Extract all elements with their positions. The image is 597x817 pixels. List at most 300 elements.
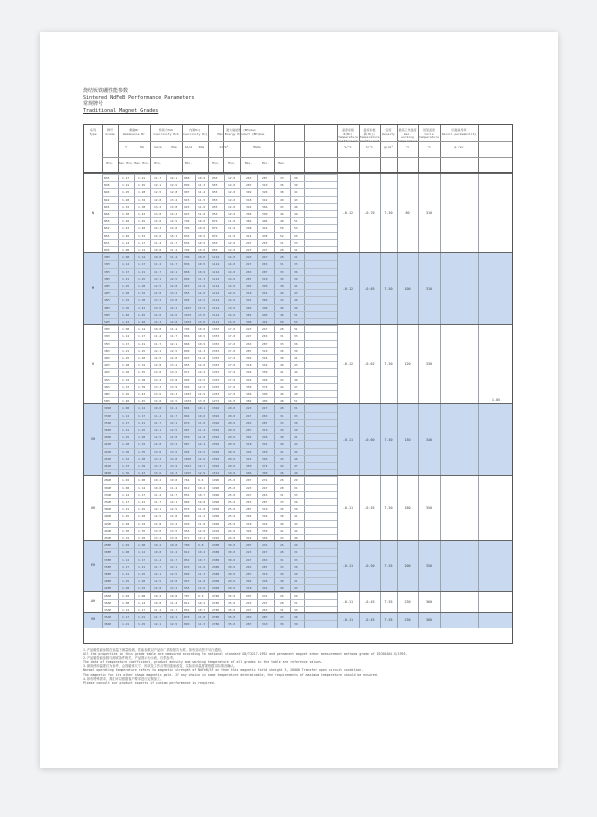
value-cell: 16.0 — [228, 399, 236, 404]
value-cell: 1353 — [212, 348, 220, 353]
group-band-uh — [84, 475, 512, 541]
footnote-line: The data of temperature coefficient, product density and working temperature of all grades in the table are reference values. — [83, 660, 323, 665]
table-header — [84, 125, 512, 173]
value-cell: 318 — [246, 291, 252, 296]
value-cell: 955 — [184, 291, 190, 296]
grade-cell: 30SH — [104, 406, 112, 411]
value-cell: 995 — [184, 298, 190, 303]
value-cell: 2786 — [212, 607, 220, 612]
value-cell: 971 — [184, 535, 190, 540]
value-cell: 12.4 — [198, 442, 206, 447]
value-cell: 923 — [184, 355, 190, 360]
value-cell: 995 — [184, 384, 190, 389]
value-cell: 1114 — [212, 276, 220, 281]
value-cell: 17.0 — [228, 363, 236, 368]
value-cell: 11.7 — [154, 176, 162, 180]
group-curie: 330 — [425, 362, 433, 367]
value-cell: 1114 — [212, 283, 220, 288]
value-cell: 1.17 — [122, 269, 130, 274]
title-chinese: 烧结钕铁硼性能参数 — [83, 88, 129, 94]
grade-cell: 38H — [104, 348, 110, 353]
value-cell: 1.48 — [138, 319, 146, 324]
value-cell: 1.25 — [138, 507, 146, 512]
value-cell: 302 — [246, 355, 252, 360]
value-cell: 1.21 — [122, 571, 130, 576]
value-cell: 12.5 — [154, 355, 162, 360]
value-cell: 366 — [246, 212, 252, 216]
value-cell: 10.8 — [154, 248, 162, 252]
value-cell: 10.8 — [170, 478, 178, 483]
value-cell: 1990 — [212, 499, 220, 504]
value-cell: 1.17 — [138, 607, 146, 612]
table-row — [102, 620, 337, 628]
header-minmax: Min. — [142, 161, 150, 165]
value-cell: 1.32 — [138, 521, 146, 526]
value-cell: 35.0 — [228, 593, 236, 598]
value-cell: 223 — [246, 406, 252, 411]
value-cell: 923 — [184, 283, 190, 288]
value-cell: 342 — [246, 456, 252, 461]
value-cell: 1.32 — [138, 363, 146, 368]
value-cell: 287 — [246, 427, 252, 432]
value-cell: 10.8 — [170, 543, 178, 548]
value-cell: 31 — [280, 607, 284, 612]
value-cell: 342 — [262, 442, 268, 447]
value-cell: 31 — [294, 550, 298, 555]
value-cell: 28 — [280, 248, 284, 252]
header-divider — [478, 125, 479, 173]
value-cell: 1353 — [212, 391, 220, 396]
value-cell: 1353 — [212, 370, 220, 375]
value-cell: 342 — [262, 291, 268, 296]
value-cell: 10.7 — [198, 492, 206, 497]
value-cell: 12.5 — [154, 190, 162, 195]
value-cell: 876 — [184, 564, 190, 569]
group-density: 7.50 — [384, 286, 393, 291]
value-cell: 41 — [280, 370, 284, 375]
value-cell: 1.14 — [138, 327, 146, 332]
value-cell: 10.6 — [198, 413, 206, 418]
grade-cell: 38SH — [104, 427, 112, 432]
value-cell: 12.0 — [198, 363, 206, 368]
value-cell: 1353 — [212, 334, 220, 339]
grade-cell: 42M — [104, 291, 110, 296]
value-cell: 36 — [280, 348, 284, 353]
value-cell: 1114 — [212, 291, 220, 296]
value-cell: 35.0 — [228, 615, 236, 620]
value-cell: 24.0 — [228, 528, 236, 533]
group-beta: -0.60 — [364, 437, 375, 442]
value-cell: 13.9 — [170, 384, 178, 389]
value-cell: 1.33 — [122, 384, 130, 389]
value-cell: 46 — [280, 212, 284, 216]
value-cell: 30.0 — [228, 543, 236, 548]
header-minmax: Min. — [184, 161, 193, 165]
header-minmax: Min. — [106, 161, 114, 165]
value-cell: 39 — [294, 427, 298, 432]
header-minmax: Min. — [228, 161, 236, 165]
value-cell: 14.0 — [228, 283, 236, 288]
value-cell: 1033 — [184, 319, 192, 324]
value-cell: 1.28 — [138, 514, 146, 519]
value-cell: 31 — [280, 557, 284, 562]
value-cell: 55 — [294, 233, 298, 238]
subtitle-english: Traditional Magnet Grades — [83, 107, 159, 114]
value-cell: 44 — [294, 449, 298, 454]
header-unit: μ rec — [454, 145, 464, 149]
value-cell: 1.43 — [138, 471, 146, 476]
value-cell: 836 — [184, 334, 190, 339]
value-cell: 1.36 — [122, 305, 130, 310]
value-cell: 326 — [262, 355, 268, 360]
value-cell: 939 — [184, 521, 190, 526]
value-cell: 41 — [280, 449, 284, 454]
value-cell: 13.0 — [154, 528, 162, 533]
value-cell: 35.0 — [228, 607, 236, 612]
value-cell: 13.8 — [170, 298, 178, 303]
header-minmax: Max. — [244, 161, 253, 165]
value-cell: 12.1 — [154, 622, 162, 627]
value-cell: 43 — [280, 377, 284, 382]
value-cell: 11.7 — [154, 341, 162, 346]
value-cell: 287 — [246, 183, 252, 188]
value-cell: 33 — [280, 564, 284, 569]
value-cell: 899 — [184, 514, 190, 519]
value-cell: 10.8 — [154, 406, 162, 411]
value-cell: 43 — [294, 442, 298, 447]
value-cell: 11.4 — [154, 492, 162, 497]
value-cell: 955 — [212, 197, 218, 202]
value-cell: 11.7 — [154, 269, 162, 274]
value-cell: 366 — [246, 471, 252, 476]
value-cell: 876 — [184, 615, 190, 620]
header-divider — [274, 125, 275, 173]
grade-cell: 42SH — [104, 442, 112, 447]
value-cell: 1.39 — [138, 463, 146, 468]
value-cell: 25.0 — [228, 478, 236, 483]
value-cell: 868 — [184, 176, 190, 180]
value-cell: 43 — [294, 521, 298, 526]
group-curie: 310 — [425, 211, 433, 216]
value-cell: 342 — [262, 521, 268, 526]
value-cell: 12.8 — [170, 579, 178, 584]
value-cell: 326 — [262, 190, 268, 195]
value-cell: 25.0 — [228, 507, 236, 512]
value-cell: 302 — [246, 435, 252, 440]
value-cell: 11.7 — [170, 240, 178, 245]
value-cell: 1114 — [212, 319, 220, 324]
value-cell: 13.2 — [170, 586, 178, 591]
value-cell: 29 — [294, 478, 298, 483]
header-minmax: Min. — [126, 161, 134, 165]
value-cell: 366 — [246, 391, 252, 396]
value-cell: 1.02 — [122, 593, 130, 598]
group-band-h — [84, 324, 512, 404]
value-cell: 812 — [184, 550, 190, 555]
group-temp: 230 — [404, 617, 411, 622]
value-cell: 2388 — [212, 564, 220, 569]
group-alpha: -0.11 — [342, 617, 354, 622]
value-cell: 13.2 — [170, 442, 178, 447]
value-cell: 955 — [212, 240, 218, 245]
group-name: UH — [90, 505, 96, 510]
value-cell: 43 — [280, 204, 284, 209]
value-cell: 12.8 — [170, 355, 178, 360]
header-caption: 回复磁导率 Recoil permeability — [441, 128, 477, 136]
header-caption: 系列 Type — [89, 128, 97, 136]
value-cell: 263 — [246, 341, 252, 346]
value-cell: 907 — [184, 190, 190, 195]
value-cell: 899 — [184, 276, 190, 281]
value-cell: 33 — [294, 262, 298, 267]
value-cell: 36 — [294, 420, 298, 425]
value-cell: 923 — [184, 204, 190, 209]
value-cell: 382 — [246, 219, 252, 224]
value-cell: 310 — [262, 183, 268, 188]
value-cell: 1.35 — [138, 449, 146, 454]
value-cell: 41 — [294, 579, 298, 584]
value-cell: 382 — [246, 312, 252, 317]
value-cell: 12.5 — [154, 283, 162, 288]
value-cell: 1114 — [212, 305, 220, 310]
header-unit: T — [125, 145, 127, 149]
value-cell: 836 — [184, 240, 190, 245]
value-cell: 852 — [184, 492, 190, 497]
grade-cell: 40H — [104, 355, 110, 360]
value-cell: 1.08 — [122, 600, 130, 605]
value-cell: 36 — [294, 499, 298, 504]
value-cell: 1.25 — [122, 579, 130, 584]
value-cell: 17.0 — [228, 370, 236, 375]
footnote-line: 4.如有特殊需求，我们可以根据客户要求进行定制加工。 — [83, 676, 164, 681]
value-cell: 1.14 — [122, 492, 130, 497]
value-cell: 12.0 — [228, 240, 236, 245]
group-alpha: -0.11 — [342, 506, 354, 511]
value-cell: 33 — [280, 341, 284, 346]
value-cell: 2786 — [212, 600, 220, 605]
value-cell: 36 — [280, 183, 284, 188]
header-minmax: Min. — [261, 161, 270, 165]
grade-cell: 45H — [104, 377, 110, 382]
group-density: 7.50 — [384, 362, 393, 367]
value-cell: 390 — [262, 212, 268, 216]
value-cell: 923 — [184, 212, 190, 216]
value-cell: 1.25 — [138, 183, 146, 188]
group-alpha: -0.11 — [342, 437, 354, 442]
grade-cell: N55 — [104, 233, 110, 238]
value-cell: 40 — [280, 521, 284, 526]
value-cell: 31 — [280, 334, 284, 339]
value-cell: 36 — [280, 276, 284, 281]
grade-cell: 33UH — [104, 492, 112, 497]
footnote-line: All the properties in this grade table are measured according to national standard GB/T3217-1992 and permanent magnet arbor measurement methods grade of IEC60404-5/1993. — [83, 652, 408, 657]
value-cell: 1.14 — [122, 557, 130, 562]
value-cell: 12.8 — [170, 283, 178, 288]
grade-cell: 46H — [104, 384, 110, 389]
value-cell: 14.6 — [154, 233, 162, 238]
value-cell: 318 — [246, 521, 252, 526]
value-cell: 40 — [280, 586, 284, 591]
group-beta: -0.70 — [364, 211, 375, 216]
value-cell: 46 — [294, 377, 298, 382]
value-cell: 422 — [262, 319, 268, 324]
value-cell: 12.0 — [228, 204, 236, 209]
value-cell: 1.08 — [122, 327, 130, 332]
value-cell: 1114 — [212, 262, 220, 267]
value-cell: 1.35 — [138, 370, 146, 375]
value-cell: 207 — [246, 593, 252, 598]
group-temp: 120 — [404, 362, 411, 367]
value-cell: 1.17 — [138, 262, 146, 267]
value-cell: 342 — [246, 204, 252, 209]
grade-cell: 42H — [104, 363, 110, 368]
value-cell: 287 — [262, 341, 268, 346]
value-cell: 1.28 — [122, 586, 130, 591]
value-cell: 1.21 — [138, 615, 146, 620]
value-cell: 287 — [262, 269, 268, 274]
value-cell: 30.0 — [228, 564, 236, 569]
value-cell: 995 — [184, 377, 190, 382]
value-cell: 1274 — [212, 399, 220, 404]
value-cell: 1.21 — [122, 507, 130, 512]
value-cell: 11.0 — [198, 564, 206, 569]
header-unit: %/°C — [365, 145, 374, 149]
value-cell: 1.17 — [122, 615, 130, 620]
value-cell: 263 — [246, 420, 252, 425]
value-cell: 12.8 — [154, 442, 162, 447]
value-cell: 33 — [280, 499, 284, 504]
value-cell: 326 — [246, 370, 252, 375]
value-cell: 13.8 — [170, 456, 178, 461]
value-cell: 876 — [212, 233, 218, 238]
value-cell: 11.4 — [170, 406, 178, 411]
value-cell: 422 — [262, 226, 268, 231]
column-divider — [440, 174, 441, 253]
group-name: N — [91, 210, 95, 215]
value-cell: 1.40 — [122, 312, 130, 317]
value-cell: 342 — [246, 298, 252, 303]
value-cell: 2388 — [212, 571, 220, 576]
value-cell: 1011 — [184, 463, 192, 468]
value-cell: 12.5 — [154, 435, 162, 440]
value-cell: 11.4 — [170, 485, 178, 490]
value-cell: 12.1 — [170, 615, 178, 620]
value-cell: 33 — [294, 334, 298, 339]
group-curie: 360 — [425, 599, 433, 604]
value-cell: 11.6 — [198, 355, 206, 360]
value-cell: 12.5 — [170, 507, 178, 512]
value-cell: 836 — [184, 262, 190, 267]
header-rule — [102, 157, 512, 158]
value-cell: 1592 — [212, 406, 220, 411]
value-cell: 787 — [184, 593, 190, 598]
value-cell: 11.0 — [228, 226, 236, 231]
value-cell: 1990 — [212, 492, 220, 497]
group-beta: -0.55 — [364, 506, 375, 511]
value-cell: 2388 — [212, 543, 220, 548]
value-cell: 263 — [262, 413, 268, 418]
value-cell: 995 — [184, 449, 190, 454]
value-cell: 38 — [280, 355, 284, 360]
value-cell: 11.7 — [154, 499, 162, 504]
value-cell: 17.0 — [228, 348, 236, 353]
group-temp: 180 — [404, 506, 411, 511]
value-cell: 39 — [294, 183, 298, 188]
grade-cell: 42EH — [104, 586, 112, 591]
value-cell: 10.2 — [198, 550, 206, 555]
value-cell: 247 — [246, 607, 252, 612]
value-cell: 17.0 — [228, 327, 236, 332]
value-cell: 350 — [262, 370, 268, 375]
value-cell: 1990 — [212, 521, 220, 526]
value-cell: 207 — [246, 543, 252, 548]
header-caption: 居里温度 Curie temperature — [419, 128, 439, 140]
value-cell: 11.7 — [170, 262, 178, 267]
value-cell: 14.0 — [154, 399, 162, 404]
group-alpha: -0.12 — [342, 211, 354, 216]
group-name: EH — [90, 563, 96, 568]
value-cell: 876 — [212, 219, 218, 224]
value-cell: 49 — [294, 391, 298, 396]
value-cell: 1.38 — [138, 204, 146, 209]
value-cell: 1.08 — [122, 255, 130, 260]
value-cell: 12.9 — [198, 305, 206, 310]
value-cell: 366 — [262, 377, 268, 382]
value-cell: 19.0 — [228, 471, 236, 476]
value-cell: 41 — [280, 528, 284, 533]
value-cell: 1.17 — [122, 176, 130, 180]
value-cell: 1.32 — [122, 535, 130, 540]
value-cell: 11.4 — [198, 190, 206, 195]
value-cell: 899 — [184, 571, 190, 576]
grade-cell: 48H — [104, 391, 110, 396]
value-cell: 1.43 — [138, 391, 146, 396]
value-cell: 390 — [262, 305, 268, 310]
value-cell: 13.0 — [198, 399, 206, 404]
value-cell: 39 — [294, 348, 298, 353]
value-cell: 263 — [262, 557, 268, 562]
value-cell: 287 — [246, 571, 252, 576]
grade-cell: 33H — [104, 334, 110, 339]
value-cell: 31 — [294, 248, 298, 252]
group-name: H — [91, 361, 95, 366]
group-band-eh — [84, 540, 512, 591]
value-cell: 1.28 — [138, 435, 146, 440]
value-cell: 33 — [294, 557, 298, 562]
column-divider — [478, 404, 479, 476]
group-alpha: -0.12 — [342, 362, 354, 367]
value-cell: 10.0 — [198, 226, 206, 231]
value-cell: 10.8 — [170, 593, 178, 598]
value-cell: 12.8 — [154, 363, 162, 368]
value-cell: 247 — [262, 600, 268, 605]
value-cell: 971 — [184, 370, 190, 375]
value-cell: 1.40 — [122, 399, 130, 404]
value-cell: 33 — [280, 176, 284, 180]
value-cell: 287 — [262, 420, 268, 425]
value-cell: 247 — [246, 334, 252, 339]
value-cell: 1353 — [212, 363, 220, 368]
value-cell: 11.7 — [170, 557, 178, 562]
value-cell: 1.21 — [138, 420, 146, 425]
value-cell: 13.0 — [154, 370, 162, 375]
header-unit: g/cm³ — [383, 145, 394, 149]
value-cell: 50 — [280, 319, 284, 324]
value-cell: 1592 — [212, 427, 220, 432]
value-cell: 13.2 — [154, 377, 162, 382]
value-cell: 13.3 — [154, 463, 162, 468]
value-cell: 36 — [294, 269, 298, 274]
